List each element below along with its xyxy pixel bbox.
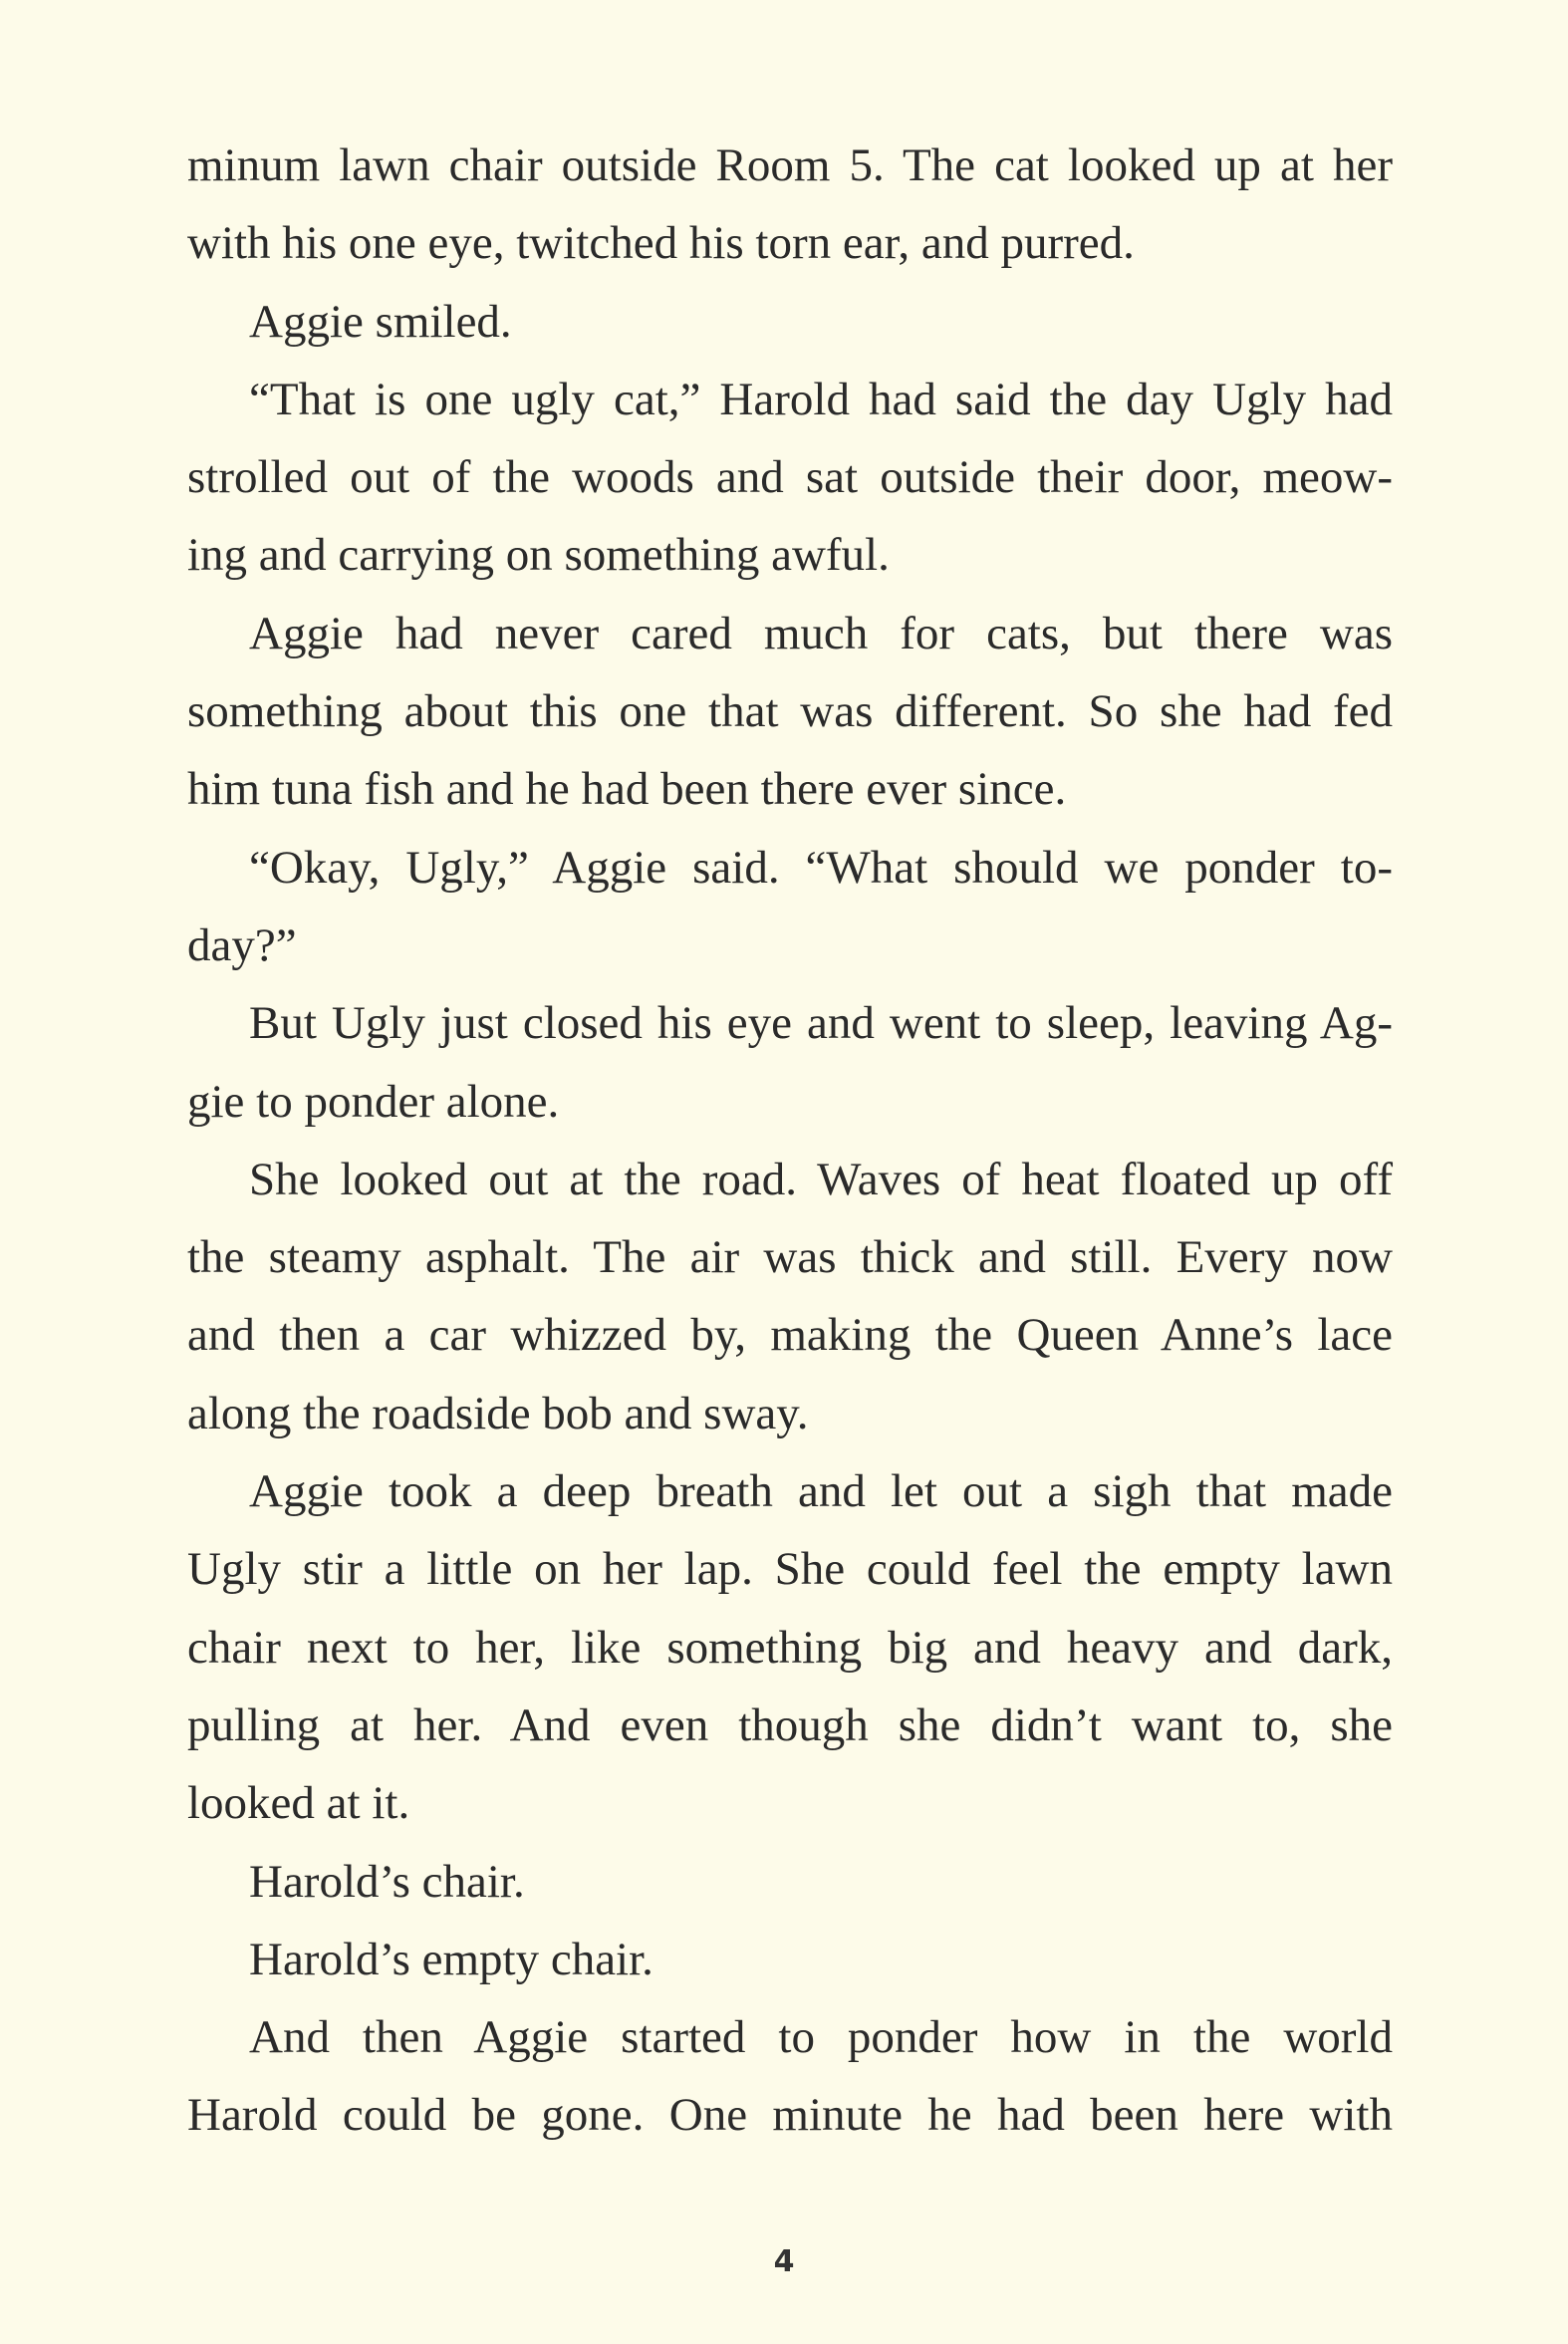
text-line: day?”: [187, 918, 297, 971]
text-line: But Ugly just closed his eye and went to sleep, leaving Ag-: [249, 997, 1393, 1050]
text-line: chair next to her, like something big and heavy and dark,: [187, 1621, 1393, 1674]
body-text: [187, 127, 1393, 2155]
text-line: gie to ponder alone.: [187, 1075, 560, 1128]
text-line: Harold’s empty chair.: [249, 1933, 653, 1985]
text-line: And then Aggie started to ponder how in the world: [249, 2011, 1393, 2064]
text-line: pulling at her. And even though she didn’t want to, she: [187, 1698, 1393, 1751]
text-line: minum lawn chair outside Room 5. The cat looked up at her: [187, 139, 1393, 191]
text-line: She looked out at the road. Waves of heat floated up off: [249, 1153, 1393, 1205]
text-line: Aggie took a deep breath and let out a sigh that made: [249, 1465, 1393, 1518]
text-line: Ugly stir a little on her lap. She could feel the empty lawn: [187, 1543, 1393, 1596]
text-line: Harold’s chair.: [249, 1855, 525, 1908]
text-line: ing and carrying on something awful.: [187, 529, 890, 582]
text-line: with his one eye, twitched his torn ear, and purred.: [187, 217, 1135, 270]
text-line: strolled out of the woods and sat outside their door, meow-: [187, 451, 1393, 504]
text-line: Aggie had never cared much for cats, but there was: [249, 607, 1393, 659]
text-line: looked at it.: [187, 1777, 410, 1830]
text-line: Harold could be gone. One minute he had been here with: [187, 2089, 1393, 2142]
page-number: 4: [773, 2244, 795, 2279]
text-line: the steamy asphalt. The air was thick and still. Every now: [187, 1231, 1393, 1284]
text-line: “That is one ugly cat,” Harold had said the day Ugly had: [249, 373, 1393, 425]
text-line: something about this one that was different. So she had fed: [187, 685, 1393, 738]
text-line: “Okay, Ugly,” Aggie said. “What should we ponder to-: [249, 841, 1393, 894]
text-line: and then a car whizzed by, making the Queen Anne’s lace: [187, 1309, 1393, 1362]
text-line: along the roadside bob and sway.: [187, 1387, 809, 1439]
text-line: Aggie smiled.: [249, 295, 512, 348]
text-line: him tuna fish and he had been there ever since.: [187, 763, 1067, 816]
